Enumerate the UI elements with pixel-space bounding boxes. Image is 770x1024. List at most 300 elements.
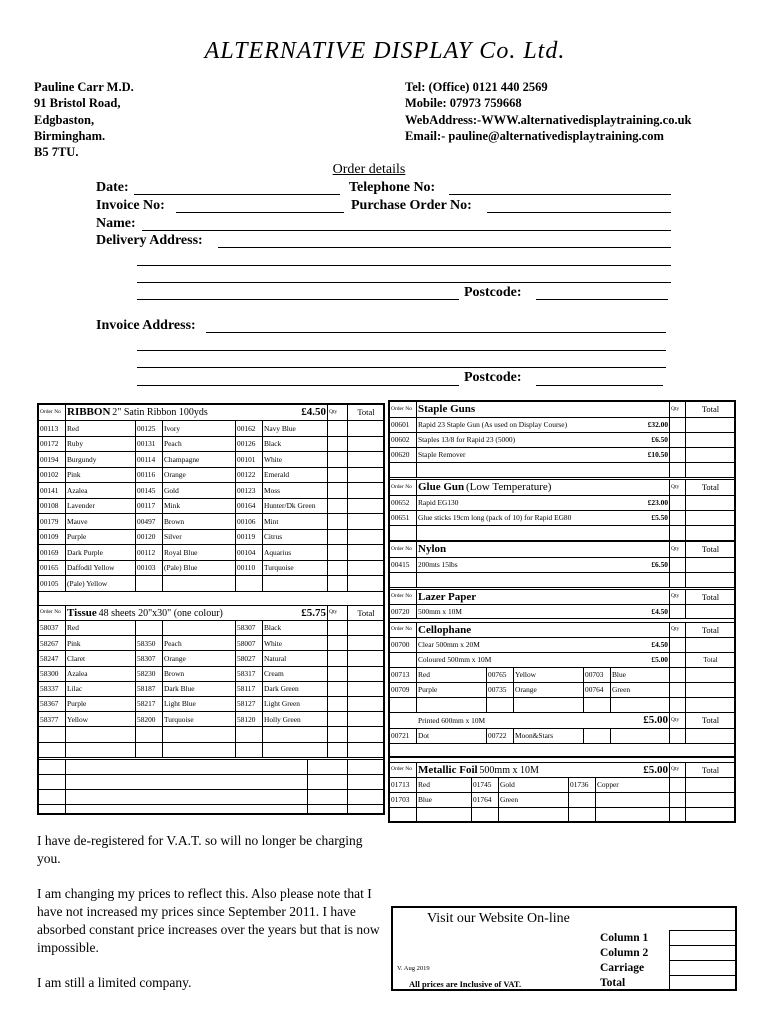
colour-name[interactable]: [163, 742, 236, 757]
colour-name: Moss: [263, 483, 328, 499]
total-cell[interactable]: [686, 605, 736, 619]
delivery-line[interactable]: [218, 247, 671, 248]
order-code[interactable]: [136, 621, 163, 636]
order-code[interactable]: [236, 576, 263, 592]
blank-cell[interactable]: [348, 790, 385, 805]
qty-cell[interactable]: [328, 529, 348, 545]
order-code: 00131: [136, 436, 163, 452]
order-no-header: Order No: [390, 480, 417, 496]
order-code: 58007: [236, 636, 263, 651]
blank-cell[interactable]: [514, 698, 584, 713]
colour-name: Orange: [163, 651, 236, 666]
telephone-label: Telephone No:: [349, 180, 436, 195]
order-code: 00179: [39, 514, 66, 530]
qty-cell[interactable]: [670, 418, 686, 433]
total-cell[interactable]: [686, 668, 736, 683]
total-cell[interactable]: [348, 560, 385, 576]
qty-cell[interactable]: [328, 545, 348, 561]
blank-cell[interactable]: [417, 698, 487, 713]
blank-cell[interactable]: [39, 805, 66, 815]
colour-name[interactable]: [163, 621, 236, 636]
colour-name[interactable]: [263, 742, 328, 757]
order-code: 01764: [472, 793, 499, 808]
order-code: 00102: [39, 467, 66, 483]
notes: [37, 832, 382, 992]
order-code: 01745: [472, 778, 499, 793]
colour-name: Emerald: [263, 467, 328, 483]
qty-cell[interactable]: [328, 467, 348, 483]
order-code: 00735: [487, 683, 514, 698]
qty-cell[interactable]: [328, 421, 348, 437]
order-code: 58187: [136, 681, 163, 696]
delivery-line[interactable]: [137, 299, 459, 300]
table-row: [39, 529, 385, 545]
qty-cell[interactable]: [328, 621, 348, 636]
colour-name: Royal Blue: [163, 545, 236, 561]
qty-cell[interactable]: [670, 778, 686, 793]
blank-cell[interactable]: [584, 698, 611, 713]
order-code: 00120: [136, 529, 163, 545]
order-code[interactable]: [236, 727, 263, 742]
blank-cell[interactable]: [611, 729, 670, 744]
total-cell[interactable]: [348, 576, 385, 592]
coloured-desc: Coloured 500mm x 10M: [417, 653, 611, 668]
order-no-header: Order No: [390, 542, 417, 558]
total-cell[interactable]: [686, 573, 736, 588]
product-price: £6.50: [640, 558, 670, 573]
qty-cell[interactable]: [670, 638, 686, 653]
colour-name: Dark Green: [263, 681, 328, 696]
ribbon-header: [66, 405, 263, 421]
carriage-label: Carriage: [600, 962, 645, 974]
tissue-name: Tissue: [67, 606, 97, 619]
qty-cell[interactable]: [670, 558, 686, 573]
colour-name: Daffodil Yellow: [66, 560, 136, 576]
total-cell[interactable]: [348, 651, 385, 666]
purchase-line[interactable]: [487, 212, 671, 213]
order-code[interactable]: [569, 793, 596, 808]
order-code: 58217: [136, 696, 163, 711]
order-code: 00117: [136, 498, 163, 514]
invoice-address-line[interactable]: [137, 385, 459, 386]
total-cell[interactable]: [686, 638, 736, 653]
contact-details: [405, 79, 692, 144]
order-code: 00113: [39, 421, 66, 437]
colour-name: Ivory: [163, 421, 236, 437]
blank-cell[interactable]: [308, 790, 348, 805]
colour-name[interactable]: [596, 793, 670, 808]
total-cell[interactable]: [348, 421, 385, 437]
blank-cell[interactable]: [686, 808, 736, 822]
address-line: 91 Bristol Road,: [34, 96, 121, 111]
colour-name[interactable]: [263, 576, 328, 592]
blank-cell[interactable]: [472, 808, 499, 822]
order-code[interactable]: [39, 727, 66, 742]
colour-name: Green: [499, 793, 569, 808]
total-cell[interactable]: [348, 681, 385, 696]
colour-name: Lavender: [66, 498, 136, 514]
qty-cell[interactable]: [328, 576, 348, 592]
blank-cell[interactable]: [390, 698, 417, 713]
table-row: [390, 526, 736, 541]
total-cell[interactable]: [686, 511, 736, 526]
product-desc: Glue sticks 19cm long (pack of 10) for Rapid EG80: [417, 511, 640, 526]
carriage-field[interactable]: [669, 960, 736, 976]
order-code: 00165: [39, 560, 66, 576]
blank-cell[interactable]: [39, 775, 66, 790]
total-cell[interactable]: [686, 683, 736, 698]
order-code: 00101: [236, 452, 263, 468]
order-code: 58350: [136, 636, 163, 651]
blank-cell[interactable]: [584, 729, 611, 744]
qty-cell[interactable]: [328, 681, 348, 696]
invoice-address-label: Invoice Address:: [96, 318, 196, 333]
qty-cell[interactable]: [328, 666, 348, 681]
order-code: 00119: [236, 529, 263, 545]
table-row: [39, 712, 385, 727]
qty-cell[interactable]: [328, 727, 348, 742]
qty-cell[interactable]: [328, 483, 348, 499]
blank-cell[interactable]: [487, 698, 514, 713]
colour-name: Silver: [163, 529, 236, 545]
colour-name: Turquoise: [263, 560, 328, 576]
qty-header: Qty: [670, 623, 686, 638]
total-cell[interactable]: [686, 496, 736, 511]
blank-cell[interactable]: [66, 775, 308, 790]
order-no-header: Order No: [390, 763, 417, 778]
order-code: 01713: [390, 778, 417, 793]
qty-cell[interactable]: [670, 729, 686, 744]
colour-name[interactable]: [263, 727, 328, 742]
total-cell[interactable]: [348, 483, 385, 499]
qty-cell[interactable]: [328, 712, 348, 727]
colour-name[interactable]: [66, 727, 136, 742]
table-row: [39, 621, 385, 636]
total-cell[interactable]: [348, 742, 385, 757]
colour-name: Navy Blue: [263, 421, 328, 437]
total-cell[interactable]: [686, 793, 736, 808]
address-line: Birmingham.: [34, 128, 106, 143]
table-row: [390, 496, 736, 511]
order-code[interactable]: [236, 742, 263, 757]
colour-name[interactable]: [66, 742, 136, 757]
qty-cell[interactable]: [670, 573, 686, 588]
colour-name: Lilac: [66, 681, 136, 696]
table-row: [39, 681, 385, 696]
colour-name: Blue: [611, 668, 670, 683]
total-header: Total: [686, 623, 736, 638]
qty-cell[interactable]: [328, 498, 348, 514]
delivery-line[interactable]: [137, 265, 671, 266]
blank-cell[interactable]: [686, 698, 736, 713]
qty-cell[interactable]: [328, 436, 348, 452]
order-code: 00110: [236, 560, 263, 576]
order-code: 58307: [236, 621, 263, 636]
colour-name: Pink: [66, 636, 136, 651]
address-line: Pauline Carr M.D.: [34, 80, 134, 94]
blank-cell[interactable]: [66, 760, 308, 775]
table-row: [39, 651, 385, 666]
order-code: 00106: [236, 514, 263, 530]
total-label: Total: [600, 977, 626, 989]
qty-cell[interactable]: [670, 668, 686, 683]
blank-cell[interactable]: [499, 808, 569, 822]
order-code: 58307: [136, 651, 163, 666]
total-cell[interactable]: [686, 558, 736, 573]
invoice-line[interactable]: [176, 212, 344, 213]
qty-cell[interactable]: [328, 742, 348, 757]
blank-cell[interactable]: [39, 790, 66, 805]
colour-name: Pink: [66, 467, 136, 483]
blank-cell[interactable]: [39, 760, 66, 775]
total-cell[interactable]: [686, 448, 736, 463]
grand-total-field[interactable]: [669, 975, 736, 991]
colour-name: Turquoise: [163, 712, 236, 727]
qty-cell[interactable]: [670, 448, 686, 463]
invoice-address-line[interactable]: [137, 367, 666, 368]
order-no-header: Order No: [390, 623, 417, 638]
blank-cell[interactable]: [348, 805, 385, 815]
product-price: [640, 573, 670, 588]
colour-name: Azalea: [66, 483, 136, 499]
colour-name: Azalea: [66, 666, 136, 681]
total-cell[interactable]: [348, 727, 385, 742]
colour-name: Dot: [417, 729, 487, 744]
blank-cell[interactable]: [308, 775, 348, 790]
invoice-address-line[interactable]: [137, 350, 666, 351]
total-cell[interactable]: [348, 436, 385, 452]
colour-name: Red: [417, 668, 487, 683]
telephone-line[interactable]: [449, 194, 671, 195]
blank-cell[interactable]: [66, 805, 308, 815]
qty-cell[interactable]: [670, 605, 686, 619]
qty-cell[interactable]: [328, 514, 348, 530]
total-cell[interactable]: [686, 526, 736, 541]
qty-cell[interactable]: [328, 560, 348, 576]
total-cell[interactable]: [348, 666, 385, 681]
colour-name: Dark Blue: [163, 681, 236, 696]
order-code: 58027: [236, 651, 263, 666]
table-row: [39, 436, 385, 452]
ribbon-table: [38, 404, 385, 592]
address-line: B5 7TU.: [34, 145, 79, 160]
blank-cell[interactable]: [670, 698, 686, 713]
qty-cell[interactable]: [670, 463, 686, 478]
delivery-line[interactable]: [137, 282, 671, 283]
colour-name: Copper: [596, 778, 670, 793]
total-cell[interactable]: [348, 452, 385, 468]
order-details-title: Order details: [332, 162, 406, 177]
qty-cell[interactable]: [670, 653, 686, 668]
total-cell[interactable]: [348, 498, 385, 514]
table-row: [39, 498, 385, 514]
table-row: [390, 683, 736, 698]
order-code: 58200: [136, 712, 163, 727]
order-code: 00602: [390, 433, 417, 448]
qty-cell[interactable]: [328, 452, 348, 468]
qty-cell[interactable]: [670, 496, 686, 511]
blank-cell[interactable]: [596, 808, 670, 822]
blank-cell[interactable]: [308, 805, 348, 815]
colour-name: Light Blue: [163, 696, 236, 711]
product-price: £23.00: [640, 496, 670, 511]
total-cell[interactable]: [348, 529, 385, 545]
printed-desc: Printed 600mm x 10M: [390, 713, 611, 729]
table-row: [39, 666, 385, 681]
qty-cell[interactable]: [670, 683, 686, 698]
order-code: 00123: [236, 483, 263, 499]
colour-name: Brown: [163, 666, 236, 681]
date-line[interactable]: [134, 194, 340, 195]
total-header: Total: [686, 542, 736, 558]
order-code[interactable]: [136, 576, 163, 592]
total-cell[interactable]: [686, 418, 736, 433]
blank-cell[interactable]: [390, 808, 417, 822]
purchase-label: Purchase Order No:: [351, 198, 472, 213]
column1-total-field[interactable]: [669, 930, 736, 946]
table-row: [39, 421, 385, 437]
order-code: 00105: [39, 576, 66, 592]
column2-label: Column 2: [600, 947, 649, 959]
blank-cell[interactable]: [611, 698, 670, 713]
colour-name: Claret: [66, 651, 136, 666]
order-code: 00164: [236, 498, 263, 514]
order-code: 00112: [136, 545, 163, 561]
table-row: [39, 576, 385, 592]
colour-name: Natural: [263, 651, 328, 666]
order-code: 58127: [236, 696, 263, 711]
order-no-header: Order No: [39, 606, 66, 621]
name-line[interactable]: [142, 230, 671, 231]
order-code: [390, 463, 417, 478]
colour-name: Hunter/Dk Green: [263, 498, 328, 514]
order-code[interactable]: [136, 742, 163, 757]
contact-line: Email:- pauline@alternativedisplaytraining.com: [405, 128, 664, 143]
blank-cell[interactable]: [670, 808, 686, 822]
totals-labels: [600, 931, 648, 991]
qty-header: Qty: [670, 480, 686, 496]
total-cell[interactable]: [348, 514, 385, 530]
order-code[interactable]: [136, 727, 163, 742]
order-code: 00720: [390, 605, 417, 619]
colour-name: White: [263, 636, 328, 651]
total-cell[interactable]: [348, 636, 385, 651]
glue-desc: (Low Temperature): [466, 481, 552, 493]
qty-cell[interactable]: [670, 526, 686, 541]
qty-header: Qty: [670, 542, 686, 558]
order-code: 00713: [390, 668, 417, 683]
total-header: Total: [686, 713, 736, 729]
cellophane-table: [389, 622, 736, 758]
total-cell[interactable]: [348, 467, 385, 483]
colour-name: Ruby: [66, 436, 136, 452]
colour-name: (Pale) Blue: [163, 560, 236, 576]
blank-cell[interactable]: [66, 790, 308, 805]
blank-cell[interactable]: [417, 808, 472, 822]
blank-cell[interactable]: [348, 775, 385, 790]
total-header: Total: [348, 405, 385, 421]
qty-cell[interactable]: [328, 651, 348, 666]
order-code: 00172: [39, 436, 66, 452]
total-cell[interactable]: [686, 778, 736, 793]
order-code: 00114: [136, 452, 163, 468]
vat-inclusive-text: All prices are Inclusive of VAT.: [409, 979, 522, 989]
order-code: 58247: [39, 651, 66, 666]
metallic-desc: 500mm x 10M: [479, 764, 539, 776]
ribbon-desc: 2" Satin Ribbon 100yds: [112, 407, 208, 418]
postcode-line[interactable]: [536, 385, 663, 386]
order-code[interactable]: [39, 742, 66, 757]
order-code: 00125: [136, 421, 163, 437]
metallic-price: £5.00: [596, 763, 670, 778]
ribbon-name: RIBBON: [67, 406, 111, 418]
postcode-line[interactable]: [536, 299, 668, 300]
order-code: 58377: [39, 712, 66, 727]
colour-name: Aquarius: [263, 545, 328, 561]
order-code: 00169: [39, 545, 66, 561]
product-desc: Staple Remover: [417, 448, 640, 463]
order-code: 00620: [390, 448, 417, 463]
colour-name: Mint: [263, 514, 328, 530]
total-header: Total: [348, 606, 385, 621]
blank-cell[interactable]: [308, 760, 348, 775]
blank-cell[interactable]: [348, 760, 385, 775]
column2-total-field[interactable]: [669, 945, 736, 961]
table-row: [39, 727, 385, 742]
order-code: 58037: [39, 621, 66, 636]
total-cell[interactable]: [686, 433, 736, 448]
total-cell[interactable]: [686, 729, 736, 744]
total-cell[interactable]: [348, 712, 385, 727]
total-cell[interactable]: [686, 463, 736, 478]
ribbon-price: £4.50: [263, 405, 328, 421]
colour-name: (Pale) Yellow: [66, 576, 136, 592]
table-row: [390, 778, 736, 793]
colour-name: Orange: [163, 467, 236, 483]
postcode-label: Postcode:: [464, 285, 522, 300]
contact-address: [34, 79, 134, 160]
order-code: 58317: [236, 666, 263, 681]
order-code: [390, 573, 417, 588]
company-title: ALTERNATIVE DISPLAY Co. Ltd.: [204, 38, 566, 64]
column1-label: Column 1: [600, 932, 649, 944]
colour-name[interactable]: [163, 576, 236, 592]
qty-cell[interactable]: [670, 793, 686, 808]
order-code: 00709: [390, 683, 417, 698]
total-cell[interactable]: [348, 696, 385, 711]
total-cell[interactable]: [348, 545, 385, 561]
blank-cell[interactable]: [569, 808, 596, 822]
total-cell[interactable]: [348, 621, 385, 636]
table-row: [390, 573, 736, 588]
colour-name: Peach: [163, 436, 236, 452]
colour-name[interactable]: [163, 727, 236, 742]
invoice-address-line[interactable]: [206, 332, 666, 333]
metallic-header: [417, 763, 596, 778]
qty-cell[interactable]: [328, 636, 348, 651]
order-code: 00651: [390, 511, 417, 526]
qty-cell[interactable]: [670, 433, 686, 448]
qty-cell[interactable]: [328, 696, 348, 711]
total-header: Total: [686, 763, 736, 778]
table-row: [39, 560, 385, 576]
table-row: [39, 514, 385, 530]
cellophane-name: Cellophane: [417, 623, 670, 638]
qty-cell[interactable]: [670, 511, 686, 526]
product-price: £5.50: [640, 511, 670, 526]
colour-name: Gold: [499, 778, 569, 793]
order-code: 00652: [390, 496, 417, 511]
